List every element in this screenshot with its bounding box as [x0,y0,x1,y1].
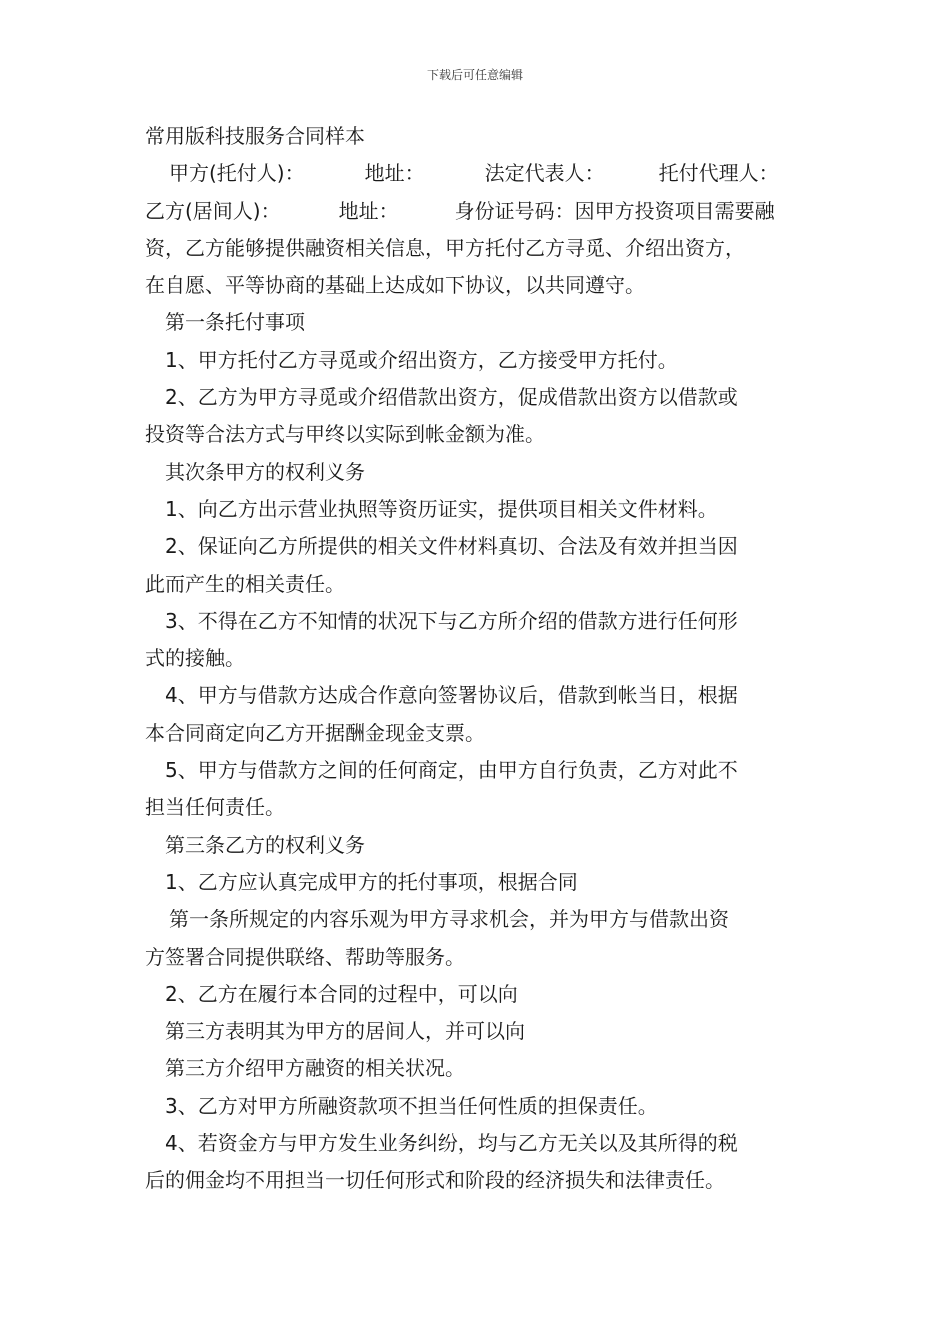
party-a-legal-rep-label: 法定代表人： [484,161,605,186]
party-b-address-label: 地址： [338,198,399,223]
article-item-line: 方签署合同提供联络、帮助等服务。 [145,944,465,969]
article-item-line: 投资等合法方式与甲终以实际到帐金额为准。 [145,422,545,447]
party-a-address-label: 地址： [364,161,425,186]
article-item-line: 第三方介绍甲方融资的相关状况。 [165,1056,465,1081]
header-note: 下载后可任意编辑 [426,68,523,82]
article-item-line: 担当任何责任。 [145,795,285,820]
article-item-line: 第三方表明其为甲方的居间人，并可以向 [165,1019,525,1044]
party-b-label: 乙方(居间人)： [145,198,281,223]
article-item-line: 后的佣金均不用担当一切任何形式和阶段的经济损失和法律责任。 [145,1168,725,1193]
article-item-line: 2、乙方为甲方寻觅或介绍借款出资方，促成借款出资方以借款或 [165,385,738,410]
article-item-line: 2、乙方在履行本合同的过程中，可以向 [165,981,518,1006]
article-item-line: 5、甲方与借款方之间的任何商定，由甲方自行负责，乙方对此不 [165,758,738,783]
article-item-line: 4、若资金方与甲方发生业务纠纷，均与乙方无关以及其所得的税 [165,1131,738,1156]
article-item-line: 此而产生的相关责任。 [145,571,345,596]
document-title: 常用版科技服务合同样本 [145,124,365,148]
article-heading: 其次条甲方的权利义务 [165,459,365,484]
contract-body [145,118,810,1200]
article-item-line: 4、甲方与借款方达成合作意向签署协议后，借款到帐当日，根据 [165,683,738,708]
article-item-line: 第一条所规定的内容乐观为甲方寻求机会，并为甲方与借款出资 [169,907,729,932]
preamble-line: 在自愿、平等协商的基础上达成如下协议，以共同遵守。 [145,273,645,298]
party-a-agent-label: 托付代理人： [658,161,779,186]
party-a-line [145,155,810,192]
party-b-id-label: 身份证号码：因甲方投资项目需要融 [454,198,775,223]
party-b-line [145,193,810,230]
article-item-line: 2、保证向乙方所提供的相关文件材料真切、合法及有效并担当因 [165,534,738,559]
article-item-line: 1、甲方托付乙方寻觅或介绍出资方，乙方接受甲方托付。 [165,347,678,372]
article-item-line: 本合同商定向乙方开据酬金现金支票。 [145,720,485,745]
article-item-line: 3、不得在乙方不知情的状况下与乙方所介绍的借款方进行任何形 [165,608,738,633]
article-item-line: 1、乙方应认真完成甲方的托付事项，根据合同 [165,869,578,894]
article-item-line: 式的接触。 [145,646,245,671]
preamble-line: 资，乙方能够提供融资相关信息，甲方托付乙方寻觅、介绍出资方， [145,235,745,260]
party-a-label: 甲方(托付人)： [169,161,305,186]
article-item-line: 1、向乙方出示营业执照等资历证实，提供项目相关文件材料。 [165,496,718,521]
article-heading: 第三条乙方的权利义务 [165,832,365,857]
article-heading: 第一条托付事项 [165,310,305,335]
article-item-line: 3、乙方对甲方所融资款项不担当任何性质的担保责任。 [165,1093,658,1118]
